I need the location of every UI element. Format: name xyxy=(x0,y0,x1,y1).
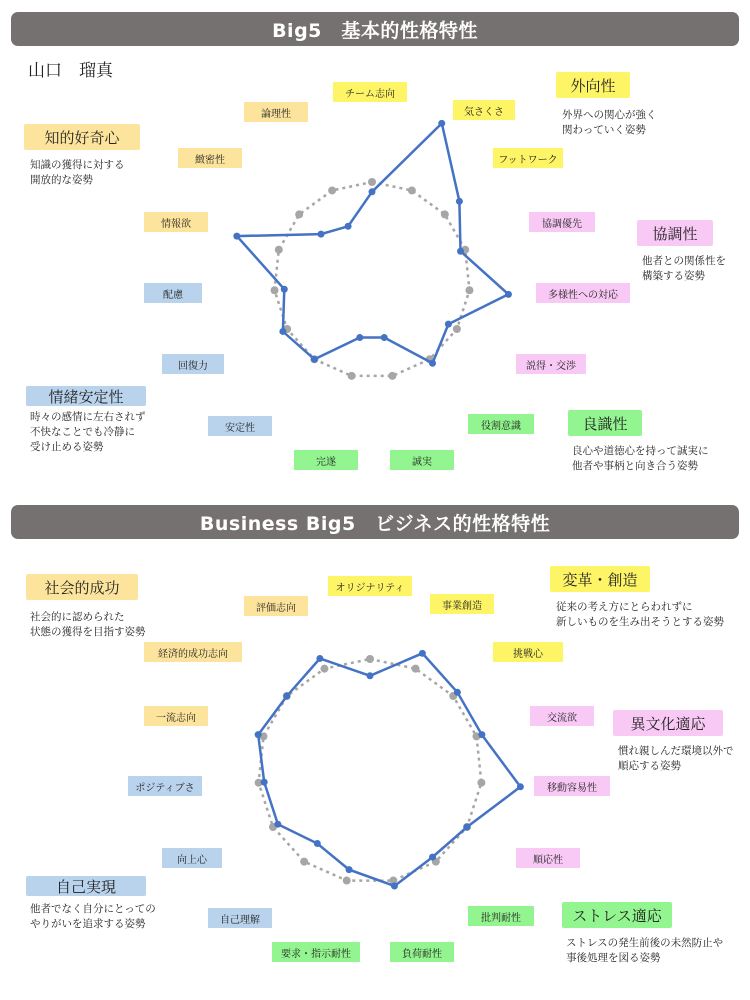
section1-title: Big5 基本的性格特性 xyxy=(272,19,478,42)
score-point-9 xyxy=(311,356,318,363)
score-point-3 xyxy=(478,731,485,738)
label-footwork: フットワーク xyxy=(493,148,563,168)
desc-social-success: 社会的に認められた 状態の獲得を目指す姿勢 xyxy=(30,611,146,638)
label-completion: 完遂 xyxy=(294,450,358,470)
desc-extraversion: 外界への関心が強く 関わっていく姿勢 xyxy=(562,109,657,136)
label-demand-tolerance: 要求・指示耐性 xyxy=(272,942,360,962)
label-business-creation: 事業創造 xyxy=(430,594,494,614)
label-team-orientation: チーム志向 xyxy=(333,82,407,102)
score-point-11 xyxy=(261,779,268,786)
desc-agreeableness: 他者との関係性を 構築する姿勢 xyxy=(642,255,726,282)
reference-point-11 xyxy=(271,286,279,294)
label-sincerity: 誠実 xyxy=(390,450,454,470)
label-stability: 安定性 xyxy=(208,416,272,436)
header-stress-adaptation: ストレス適応 xyxy=(562,902,672,928)
label-improvement: 向上心 xyxy=(162,848,222,868)
label-information-desire: 情報欲 xyxy=(144,212,208,232)
label-mobility: 移動容易性 xyxy=(534,776,610,796)
score-point-6 xyxy=(429,854,436,861)
score-point-7 xyxy=(381,334,388,341)
desc-emotional-stability: 時々の感情に左右されず 不快なことでも冷静に 受け止める姿勢 xyxy=(30,411,146,453)
score-point-9 xyxy=(314,840,321,847)
reference-polygon xyxy=(259,659,482,881)
score-point-1 xyxy=(419,650,426,657)
header-self-actualization: 自己実現 xyxy=(26,876,146,896)
score-point-10 xyxy=(274,821,281,828)
reference-point-9 xyxy=(300,858,308,866)
reference-point-13 xyxy=(295,210,303,218)
reference-point-1 xyxy=(412,665,420,673)
reference-point-7 xyxy=(388,372,396,380)
header-extraversion: 外向性 xyxy=(556,72,630,98)
reference-point-14 xyxy=(328,186,336,194)
score-point-5 xyxy=(445,321,452,328)
header-cross-cultural: 異文化適応 xyxy=(613,710,723,736)
reference-point-4 xyxy=(477,779,485,787)
score-point-14 xyxy=(316,655,323,662)
reference-point-2 xyxy=(441,210,449,218)
reference-point-0 xyxy=(368,178,376,186)
label-cooperation-priority: 協調優先 xyxy=(529,212,595,232)
label-persuasion: 説得・交渉 xyxy=(516,354,586,374)
score-polygon xyxy=(237,123,509,363)
score-point-3 xyxy=(457,248,464,255)
desc-stress-adaptation: ストレスの発生前後の未然防止や 事後処理を図る姿勢 xyxy=(566,937,724,964)
desc-cross-cultural: 慣れ親しんだ環境以外で 順応する姿勢 xyxy=(618,745,734,772)
label-resilience: 回復力 xyxy=(162,354,224,374)
reference-point-4 xyxy=(465,286,473,294)
desc-curiosity: 知識の獲得に対する 開放的な姿勢 xyxy=(30,159,125,186)
desc-innovation: 従来の考え方にとらわれずに 新しいものを生み出そうとする姿勢 xyxy=(556,601,724,628)
label-evaluation: 評価志向 xyxy=(244,596,308,616)
label-economic-success: 経済的成功志向 xyxy=(144,642,242,662)
section2-title: Business Big5 ビジネス的性格特性 xyxy=(199,512,551,535)
score-point-13 xyxy=(318,231,325,238)
radar-chart-big5 xyxy=(0,60,750,500)
label-friendliness: 気さくさ xyxy=(453,100,515,120)
label-diversity: 多様性への対応 xyxy=(536,283,630,303)
score-point-4 xyxy=(517,783,524,790)
header-innovation: 変革・創造 xyxy=(550,566,650,592)
score-point-12 xyxy=(233,233,240,240)
reference-point-8 xyxy=(343,877,351,885)
label-consideration: 配慮 xyxy=(144,283,202,303)
label-adaptability: 順応性 xyxy=(516,848,580,868)
reference-point-8 xyxy=(348,372,356,380)
label-criticism-tolerance: 批判耐性 xyxy=(468,906,534,926)
label-challenge: 挑戦心 xyxy=(493,642,563,662)
score-point-12 xyxy=(255,731,262,738)
header-agreeableness: 協調性 xyxy=(637,220,713,246)
score-point-2 xyxy=(454,689,461,696)
header-emotional-stability: 情緒安定性 xyxy=(26,386,146,406)
score-point-10 xyxy=(279,328,286,335)
reference-point-5 xyxy=(453,325,461,333)
score-point-0 xyxy=(369,188,376,195)
score-point-8 xyxy=(356,334,363,341)
score-point-4 xyxy=(505,291,512,298)
score-point-8 xyxy=(346,866,353,873)
score-point-6 xyxy=(429,360,436,367)
label-originality: オリジナリティ xyxy=(328,576,412,596)
score-point-14 xyxy=(345,223,352,230)
section2-title-bar xyxy=(11,505,739,539)
radar-chart-business-big5 xyxy=(0,554,750,994)
reference-point-0 xyxy=(366,655,374,663)
label-logic: 論理性 xyxy=(244,102,308,122)
desc-self-actualization: 他者でなく自分にとっての やりがいを追求する姿勢 xyxy=(30,903,156,930)
score-point-7 xyxy=(391,883,398,890)
score-point-2 xyxy=(456,198,463,205)
score-point-0 xyxy=(367,672,374,679)
header-curiosity: 知的好奇心 xyxy=(24,124,140,150)
person-name: 山口 瑠真 xyxy=(28,61,113,81)
header-social-success: 社会的成功 xyxy=(26,574,138,600)
score-point-1 xyxy=(438,120,445,127)
section1-title-bar xyxy=(11,12,739,46)
score-point-5 xyxy=(463,824,470,831)
label-load-tolerance: 負荷耐性 xyxy=(390,942,454,962)
score-point-13 xyxy=(283,693,290,700)
label-self-understanding: 自己理解 xyxy=(208,908,272,928)
label-interaction-desire: 交流欲 xyxy=(530,706,594,726)
score-point-11 xyxy=(281,286,288,293)
label-role-awareness: 役割意識 xyxy=(468,414,534,434)
reference-point-14 xyxy=(320,665,328,673)
desc-conscientiousness: 良心や道徳心を持って誠実に 他者や事柄と向き合う姿勢 xyxy=(572,445,709,472)
header-conscientiousness: 良識性 xyxy=(568,410,642,436)
reference-point-12 xyxy=(275,246,283,254)
reference-point-1 xyxy=(408,186,416,194)
label-precision: 緻密性 xyxy=(178,148,242,168)
label-positivity: ポジティブさ xyxy=(128,776,202,796)
label-first-class: 一流志向 xyxy=(144,706,208,726)
